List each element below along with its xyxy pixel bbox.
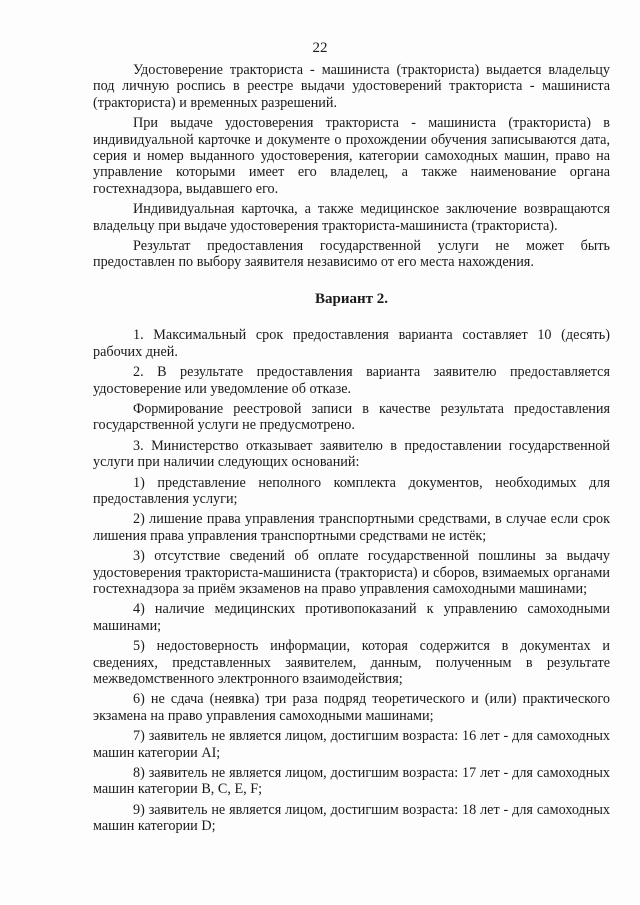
- list-item: 5) недостоверность информации, которая содержится в документах и сведениях, представленных заявителем, данным, полученным в результате межведомственного электронного взаимодействия;: [93, 638, 610, 687]
- paragraph: Формирование реестровой записи в качестве результата предоставления государственной услуги не предусмотрено.: [93, 400, 610, 434]
- list-item: 3) отсутствие сведений об оплате государственной пошлины за выдачу удостоверения тракториста-машиниста (тракториста) и сборов, взимаемых органами гостехнадзора за приём экзаменов на право управления самоходными машинами;: [93, 548, 610, 597]
- section-heading: Вариант 2.: [314, 290, 388, 307]
- list-item: 1) представление неполного комплекта документов, необходимых для предоставления услуги;: [93, 474, 610, 507]
- list-item: 8) заявитель не является лицом, достигшим возраста: 17 лет - для самоходных машин категории B, C, E, F;: [93, 765, 610, 798]
- list-item: 7) заявитель не является лицом, достигшим возраста: 16 лет - для самоходных машин категории AI;: [93, 728, 610, 761]
- list-item: 2) лишение права управления транспортными средствами, в случае если срок лишения права управления транспортными средствами не истёк;: [93, 511, 610, 544]
- paragraph: Индивидуальная карточка, а также медицинское заключение возвращаются владельцу при выдаче удостоверения тракториста-машиниста (тракториста).: [93, 201, 610, 234]
- page-number: 22: [312, 40, 328, 56]
- paragraph: При выдаче удостоверения тракториста - машиниста (тракториста) в индивидуальной карточке и документе о прохождении обучения записываются дата, серия и номер выданного удостоверения, категории самоходных машин, право на управление которыми имеет его владелец, а также наименование органа гостехнадзора, выдавшего его.: [93, 115, 610, 197]
- document-body: [93, 62, 610, 839]
- paragraph: 3. Министерство отказывает заявителю в предоставлении государственной услуги при наличии следующих оснований:: [93, 437, 610, 471]
- paragraph: Удостоверение тракториста - машиниста (тракториста) выдается владельцу под личную роспись в реестре выдачи удостоверений тракториста - машиниста (тракториста) и временных разрешений.: [93, 62, 610, 111]
- list-item: 6) не сдача (неявка) три раза подряд теоретического и (или) практического экзамена на право управления самоходными машинами;: [93, 691, 610, 724]
- list-item: 9) заявитель не является лицом, достигшим возраста: 18 лет - для самоходных машин категории D;: [93, 801, 610, 835]
- paragraph: 1. Максимальный срок предоставления варианта составляет 10 (десять) рабочих дней.: [93, 327, 610, 360]
- list-item: 4) наличие медицинских противопоказаний к управлению самоходными машинами;: [93, 601, 610, 634]
- paragraph: 2. В результате предоставления варианта заявителю предоставляется удостоверение или уведомление об отказе.: [93, 364, 610, 397]
- paragraph: Результат предоставления государственной услуги не может быть предоставлен по выбору заявителя независимо от его места нахождения.: [93, 238, 610, 271]
